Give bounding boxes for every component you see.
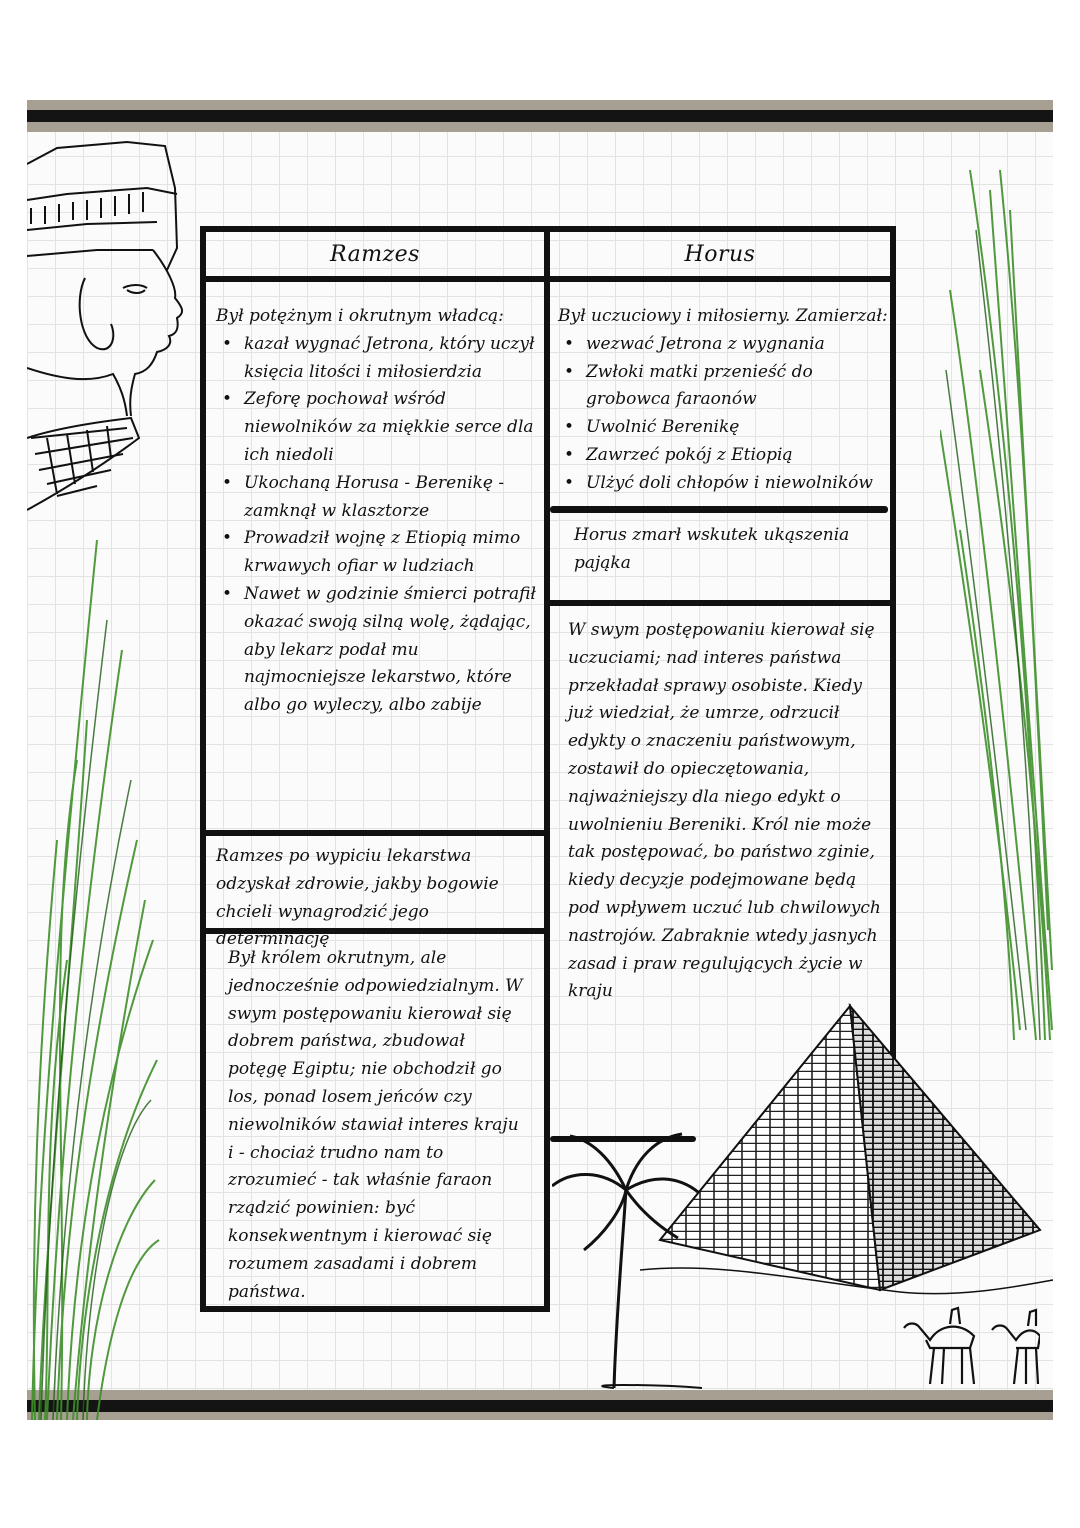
top-border-band [27, 100, 1053, 110]
list-item: • Zwłoki matki przenieść do grobowca faraonów [586, 359, 888, 415]
ramzes-outcome: Ramzes po wypiciu lekarstwa odzyskał zdrowie, jakby bogowie chcieli wynagrodzić jego determinację [216, 846, 499, 950]
palm-tree-illustration [552, 1130, 702, 1390]
list-item: • kazał wygnać Jetrona, który uczył księcia litości i miłosierdzia [244, 331, 542, 387]
list-item: • Zeforę pochował wśród niewolników za miękkie serce dla ich niedoli [244, 386, 542, 469]
camel-caravan-illustration [900, 1300, 1040, 1390]
horus-traits [558, 303, 888, 498]
bottom-border-band [27, 1390, 1053, 1400]
grass-illustration-left [27, 540, 162, 1420]
horus-divider-1 [550, 506, 888, 513]
bottom-border-band-dark [27, 1400, 1053, 1412]
horus-header: Horus [684, 242, 756, 267]
top-border-band-light [27, 122, 1053, 132]
nefertiti-bust-illustration [27, 138, 192, 523]
list-item: • Prowadził wojnę z Etiopią mimo krwawych ofiar w ludziach [244, 525, 542, 581]
top-border-band-dark [27, 110, 1053, 122]
ramzes-traits [216, 303, 542, 720]
grass-illustration-right [940, 170, 1053, 1040]
horus-summary: W swym postępowaniu kierował się uczuciami; nad interes państwa przekładał sprawy osobiste. Kiedy już wiedział, że umrze, odrzucił edykty o znaczeniu państwowym, zostawił do opieczętowania, najważniejszy dla niego edykt o uwolnieniu Bereniki. Król nie może tak postępować, bo państwo zginie, kiedy decyzje podejmowane będą pod wpływem uczuć lub chwilowych nastrojów. Zabraknie wtedy jasnych zasad i praw regulujących życie w kraju [568, 620, 881, 1002]
ramzes-intro: Był potężnym i okrutnym władcą: [216, 306, 504, 326]
list-item: • wezwać Jetrona z wygnania [586, 331, 888, 359]
list-item: • Nawet w godzinie śmierci potrafił okazać swoją silną wolę, żądając, aby lekarz podał mu najmocniejsze lekarstwo, które albo go wyleczy, albo zabije [244, 581, 542, 720]
horus-right-border [890, 276, 896, 1066]
list-item: • Uwolnić Berenikę [586, 414, 888, 442]
list-item: • Ukochaną Horusa - Berenikę - zamknął w klasztorze [244, 470, 542, 526]
bottom-border-band-light [27, 1412, 1053, 1420]
horus-outcome: Horus zmarł wskutek ukąszenia pająka [574, 525, 850, 573]
horus-divider-2 [550, 600, 892, 606]
ramzes-header: Ramzes [330, 242, 420, 267]
horus-list [558, 331, 888, 498]
list-item: • Ulżyć doli chłopów i niewolników [586, 470, 888, 498]
ramzes-summary: Był królem okrutnym, ale jednocześnie odpowiedzialnym. W swym postępowaniu kierował się dobrem państwa, zbudował potęgę Egiptu; nie obchodził go los, ponad losem jeńców czy niewolników stawiał interes kraju i - chociaż trudno nam to zrozumieć - tak właśnie faraon rządzić powinien: być konsekwentnym i kierować się rozumem zasadami i dobrem państwa. [228, 948, 523, 1302]
ramzes-list [216, 331, 542, 720]
list-item: • Zawrzeć pokój z Etiopią [586, 442, 888, 470]
horus-intro: Był uczuciowy i miłosierny. Zamierzał: [558, 306, 888, 326]
